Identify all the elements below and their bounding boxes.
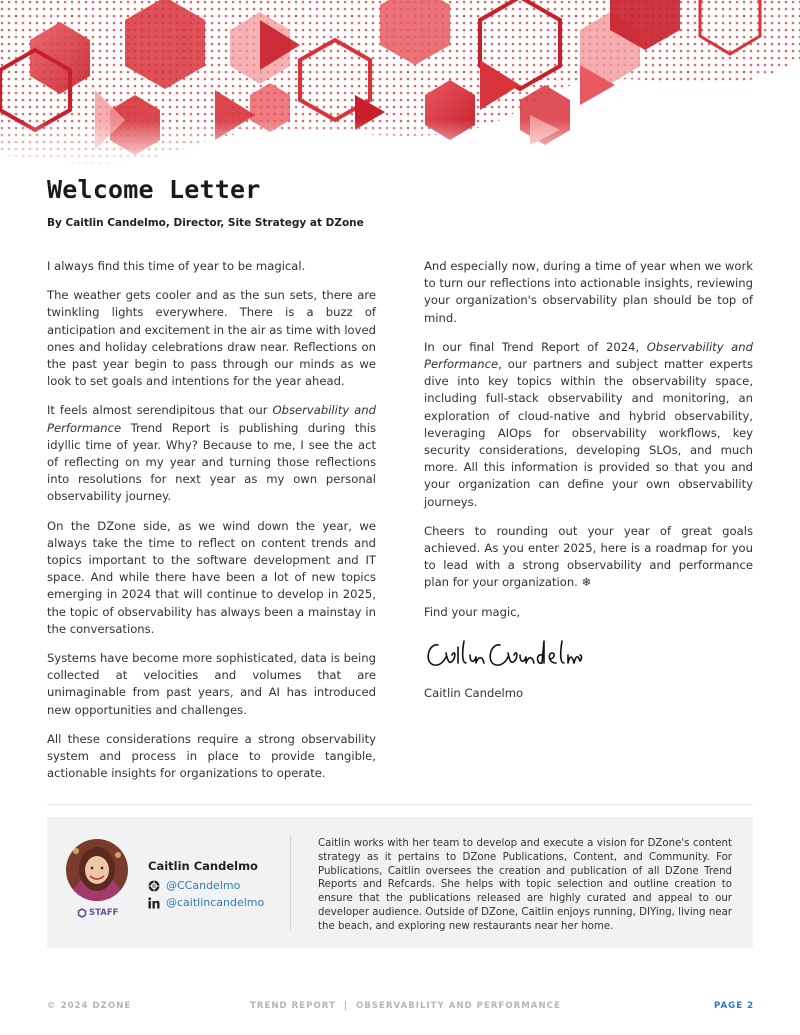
paragraph: It feels almost serendipitous that our Observability and Performance Trend Report is publishing during this idyllic time of year. Why? Because to me, I see the act of reflecting on my year and turning those reflections into resolutions for next year as my own personal observability journey. xyxy=(47,403,376,504)
dzone-handle-link[interactable]: @CCandelmo xyxy=(148,879,240,892)
linkedin-handle-link[interactable]: @caitlincandelmo xyxy=(148,896,264,909)
avatar xyxy=(66,839,128,901)
paragraph: The weather gets cooler and as the sun sets, there are twinkling lights everywhere. There is a buzz of anticipation and excitement in the air as time with loved ones and holiday celebrations draw near. Reflections on the past year begin to pass through our minds as we look to set goals and intentions for the year ahead. xyxy=(47,288,376,389)
paragraph: Cheers to rounding out your year of great goals achieved. As you enter 2025, here is a roadmap for you to lead with a strong observability and performance plan for your organization. ❄ xyxy=(424,523,753,590)
author-bio-box xyxy=(47,817,753,948)
staff-badge: STAFF xyxy=(77,908,118,918)
page-title: Welcome Letter xyxy=(47,175,261,204)
paragraph: And especially now, during a time of year when we work to turn our reflections into actionable insights, reviewing your organization's observability plan should be top of mind. xyxy=(424,259,753,325)
letter-column-right xyxy=(424,258,753,714)
bio-divider xyxy=(290,835,291,930)
dzone-icon xyxy=(148,880,160,892)
footer-report-title: TREND REPORT | OBSERVABILITY AND PERFORMANCE xyxy=(250,1001,561,1011)
signer-name: Caitlin Candelmo xyxy=(424,685,524,700)
paragraph: In our final Trend Report of 2024, Observability and Performance, our partners and subject matter experts dive into key topics within the observability space, including full-stack observability and monitoring, an exploration of cloud-native and hybrid observability, leveraging AIOps for observability workflows, key security considerations, developing SLOs, and much more. All this information is provided so that you and your organization can define your own observability journeys. xyxy=(424,339,753,509)
author-name: Caitlin Candelmo xyxy=(148,859,258,873)
footer-copyright: © 2024 DZONE xyxy=(47,1001,132,1011)
footer-page-number: PAGE 2 xyxy=(714,1001,755,1011)
linkedin-icon xyxy=(148,897,160,909)
paragraph: On the DZone side, as we wind down the year, we always take the time to reflect on content trends and topics important to the software development and IT space. And while there have been a lot of new topics emerging in 2024 that will continue to develop in 2025, the topic of observability has always been a mainstay in the conversations. xyxy=(47,518,376,636)
author-bio-text: Caitlin works with her team to develop and execute a vision for DZone's content strategy as it pertains to DZone Publications, Content, and Community. For Publications, Caitlin oversees the creation and publication of all DZone Trend Reports and Refcards. She helps with topic selection and outline creation to ensure that the publications released are highly curated and appeal to our developer audience. Outside of DZone, Caitlin enjoys running, DIYing, living near the beach, and exploring new restaurants near her home. xyxy=(318,838,732,932)
hexagon-pattern-graphic xyxy=(0,0,800,170)
paragraph: All these considerations require a strong observability system and process in place to provide tangible, actionable insights for organizations to operate. xyxy=(47,731,376,781)
signature-graphic xyxy=(424,633,584,673)
staff-badge-icon xyxy=(77,908,87,918)
closing-line: Find your magic, xyxy=(424,604,521,619)
report-title-emphasis: Observability and Performance xyxy=(47,403,376,435)
letter-column-left xyxy=(47,258,376,794)
report-title-emphasis: Observability and Performance xyxy=(424,339,753,372)
paragraph: Systems have become more sophisticated, data is being collected at velocities and volumes that are unimaginable from past years, and AI has introduced new opportunities and challenges. xyxy=(47,651,376,717)
section-divider xyxy=(47,804,753,805)
byline: By Caitlin Candelmo, Director, Site Strategy at DZone xyxy=(47,217,364,229)
header-banner xyxy=(0,0,800,170)
paragraph: I always find this time of year to be magical. xyxy=(47,259,306,273)
